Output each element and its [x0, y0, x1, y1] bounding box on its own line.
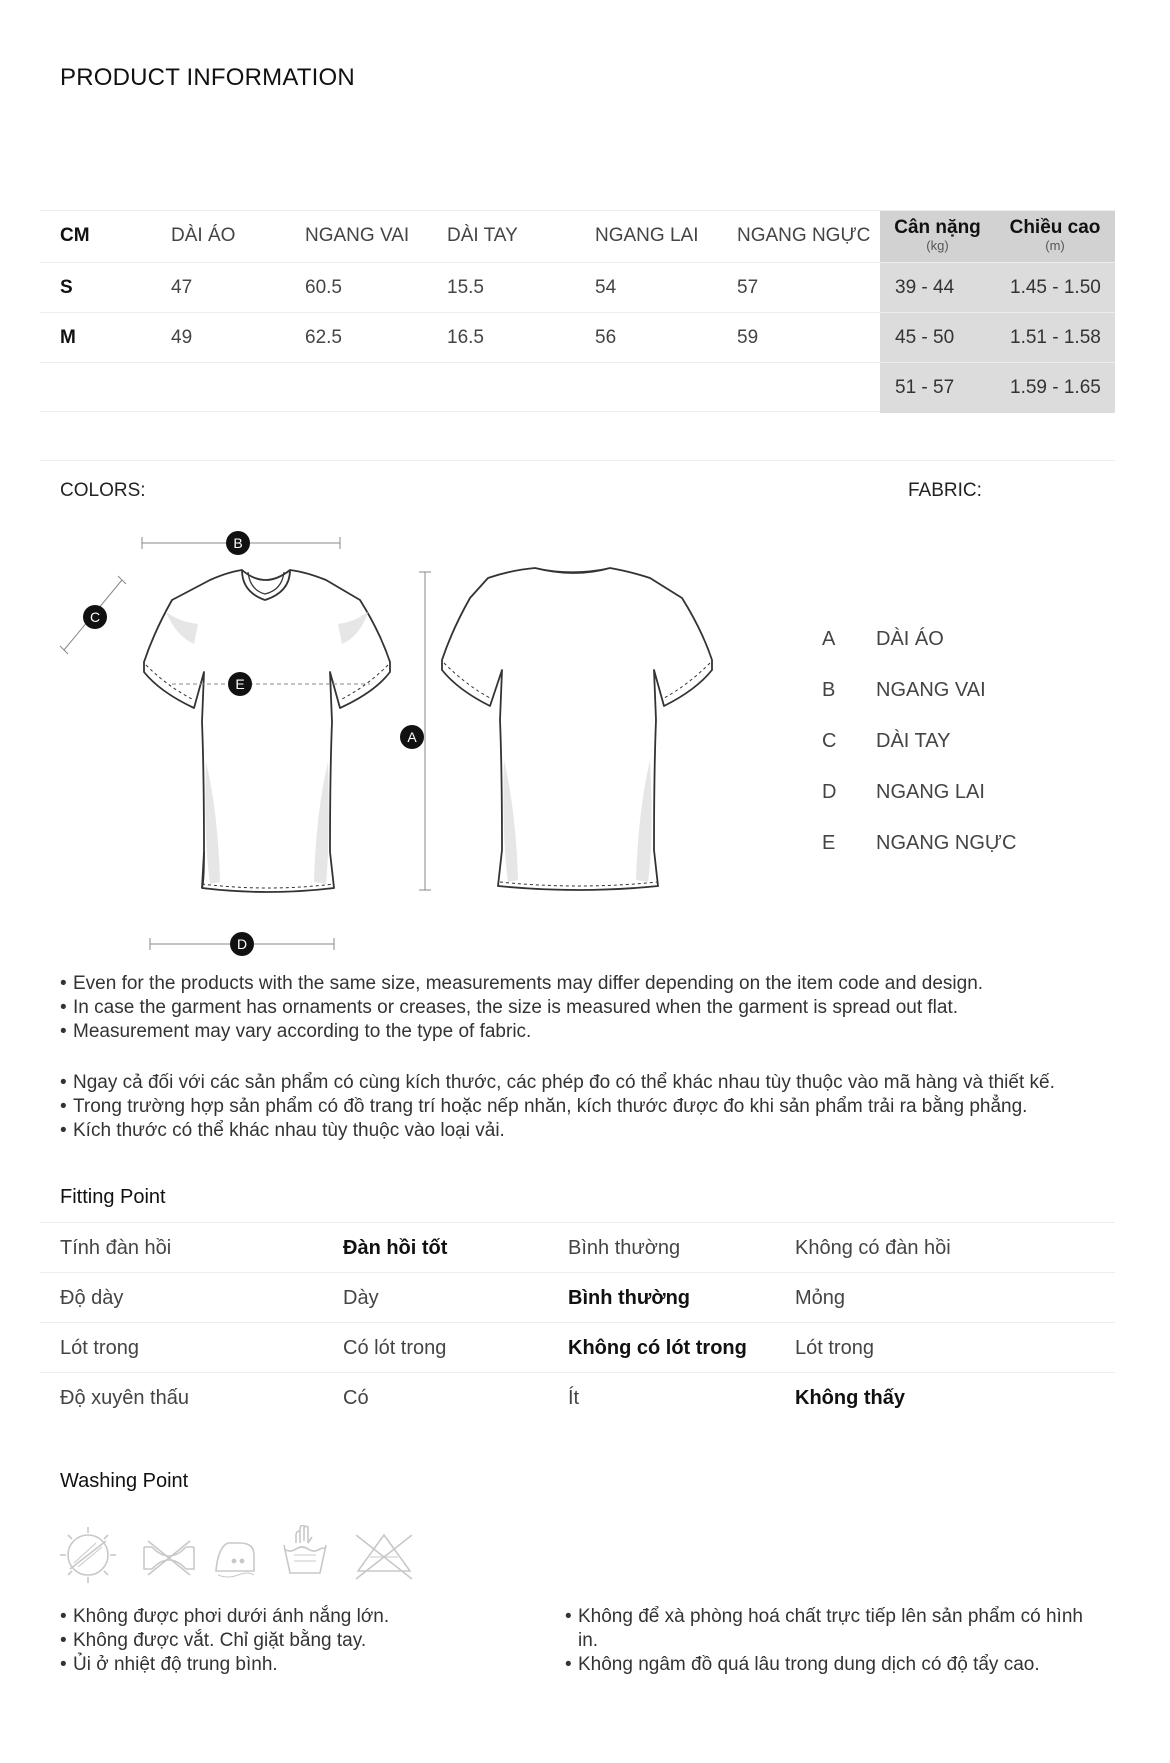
marker-d-label: D [236, 936, 248, 952]
height-value: 1.45 - 1.50 [1010, 277, 1101, 298]
marker-d [230, 932, 254, 956]
wash-note: • Không ngâm đồ quá lâu trong dung dịch có độ tẩy cao. [565, 1653, 1095, 1677]
fitting-option: Mỏng [795, 1287, 846, 1309]
weight-header-unit: (kg) [926, 238, 949, 253]
fitting-option: Ít [568, 1387, 580, 1409]
header-ngang-nguc: NGANG NGỰC [737, 225, 871, 246]
marker-a-label: A [407, 729, 417, 745]
size-value: 56 [595, 327, 617, 348]
fitting-row-thickness [40, 1272, 1115, 1322]
size-value: 57 [737, 277, 759, 298]
legend-text: NGANG LAI [876, 781, 985, 803]
height-cell [995, 313, 1115, 363]
wash-note: • Không để xà phòng hoá chất trực tiếp lên sản phẩm có hình in. [565, 1605, 1095, 1653]
note-item: • Ngay cả đối với các sản phẩm có cùng kích thước, các phép đo có thể khác nhau tùy thuộc vào mã hàng và thiết kế. [60, 1071, 1055, 1095]
height-value: 1.51 - 1.58 [1010, 327, 1101, 348]
wash-icons-row [58, 1525, 428, 1585]
legend-letter: E [822, 832, 836, 854]
wash-notes-right [565, 1605, 1095, 1677]
washing-point-title: Washing Point [60, 1470, 189, 1492]
fitting-option-selected: Đàn hồi tốt [343, 1237, 448, 1259]
fitting-option: Bình thường [568, 1237, 681, 1259]
fitting-row-elasticity [40, 1222, 1115, 1272]
fitting-row-lining [40, 1322, 1115, 1372]
legend-text: NGANG VAI [876, 679, 986, 701]
fitting-point-title: Fitting Point [60, 1186, 166, 1208]
note-item: • Trong trường hợp sản phẩm có đồ trang trí hoặc nếp nhăn, kích thước được đo khi sản phẩm trải ra bằng phẳng. [60, 1095, 1055, 1119]
no-wring-icon [144, 1541, 194, 1575]
wash-note: • Không được vắt. Chỉ giặt bằng tay. [60, 1629, 520, 1653]
header-cm: CM [60, 225, 90, 246]
legend-text: NGANG NGỰC [876, 832, 1017, 854]
header-dai-tay: DÀI TAY [447, 225, 518, 246]
marker-c [83, 605, 107, 629]
header-ngang-vai: NGANG VAI [305, 225, 410, 246]
legend-letter: C [822, 730, 837, 752]
front-shirt-outline [144, 570, 390, 892]
marker-e-label: E [235, 676, 245, 692]
fitting-option: Có [343, 1387, 369, 1409]
garment-measurement-diagram [50, 512, 750, 972]
weight-value: 39 - 44 [895, 277, 955, 298]
legend-letter: D [822, 781, 837, 803]
fitting-table [40, 1222, 1115, 1422]
fitting-option: Lót trong [795, 1337, 874, 1359]
marker-b-label: B [233, 535, 243, 551]
header-dai-ao: DÀI ÁO [171, 225, 236, 246]
back-shirt-outline [442, 568, 712, 890]
size-row-s [40, 262, 1115, 312]
legend-letter: B [822, 679, 836, 701]
weight-cell [880, 363, 995, 413]
weight-cell [880, 263, 995, 313]
size-row-extra [40, 362, 1115, 412]
weight-cell [880, 313, 995, 363]
fitting-option: Không có đàn hồi [795, 1237, 951, 1259]
weight-header [880, 211, 995, 263]
fitting-label: Độ xuyên thấu [60, 1387, 189, 1409]
size-value: 16.5 [447, 327, 484, 348]
marker-e [228, 672, 252, 696]
note-item: • In case the garment has ornaments or creases, the size is measured when the garment is spread out flat. [60, 996, 983, 1020]
height-header-label: Chiều cao [1009, 217, 1101, 238]
marker-c-label: C [89, 609, 101, 625]
legend-text: DÀI ÁO [876, 628, 944, 650]
size-label: S [60, 277, 73, 298]
note-item: • Measurement may vary according to the type of fabric. [60, 1020, 983, 1044]
fitting-option-selected: Không có lót trong [568, 1337, 747, 1359]
fitting-option: Có lót trong [343, 1337, 447, 1359]
fitting-label: Lót trong [60, 1337, 139, 1359]
size-value: 60.5 [305, 277, 342, 298]
size-table-header [40, 210, 1115, 262]
size-value: 49 [171, 327, 193, 348]
wash-note: • Không được phơi dưới ánh nắng lớn. [60, 1605, 520, 1629]
weight-value: 51 - 57 [895, 377, 955, 398]
notes-vietnamese [60, 1071, 1055, 1143]
height-header-unit: (m) [1045, 238, 1065, 253]
weight-value: 45 - 50 [895, 327, 955, 348]
notes-english [60, 972, 983, 1044]
fitting-option-selected: Không thấy [795, 1387, 905, 1409]
height-cell [995, 263, 1115, 313]
size-table [40, 210, 1115, 412]
note-item: • Kích thước có thể khác nhau tùy thuộc vào loại vải. [60, 1119, 1055, 1143]
wash-notes-left [60, 1605, 520, 1677]
fitting-label: Độ dày [60, 1287, 124, 1309]
size-row-m [40, 312, 1115, 362]
size-value: 59 [737, 327, 759, 348]
header-ngang-lai: NGANG LAI [595, 225, 699, 246]
size-value: 62.5 [305, 327, 342, 348]
fitting-option: Dày [343, 1287, 379, 1309]
note-item: • Even for the products with the same size, measurements may differ depending on the item code and design. [60, 972, 983, 996]
marker-a [400, 725, 424, 749]
size-value: 54 [595, 277, 617, 298]
no-bleach-icon [356, 1535, 412, 1579]
height-value: 1.59 - 1.65 [1010, 377, 1101, 398]
legend-letter: A [822, 628, 836, 650]
height-cell [995, 363, 1115, 413]
wash-note: • Ủi ở nhiệt độ trung bình. [60, 1653, 520, 1677]
fitting-option-selected: Bình thường [568, 1287, 691, 1309]
page-title: PRODUCT INFORMATION [60, 64, 355, 91]
iron-medium-icon [216, 1543, 254, 1577]
no-direct-sun-icon [60, 1527, 116, 1583]
size-value: 47 [171, 277, 193, 298]
legend-text: DÀI TAY [876, 730, 951, 752]
hand-wash-icon [284, 1525, 326, 1573]
colors-label: COLORS: [60, 480, 146, 501]
fitting-label: Tính đàn hồi [60, 1237, 172, 1259]
fitting-row-transparency [40, 1372, 1115, 1422]
weight-header-label: Cân nặng [894, 217, 981, 238]
height-header [995, 211, 1115, 263]
size-label: M [60, 327, 76, 348]
section-divider [40, 460, 1115, 461]
size-value: 15.5 [447, 277, 484, 298]
marker-b [226, 531, 250, 555]
fabric-label: FABRIC: [908, 480, 982, 501]
